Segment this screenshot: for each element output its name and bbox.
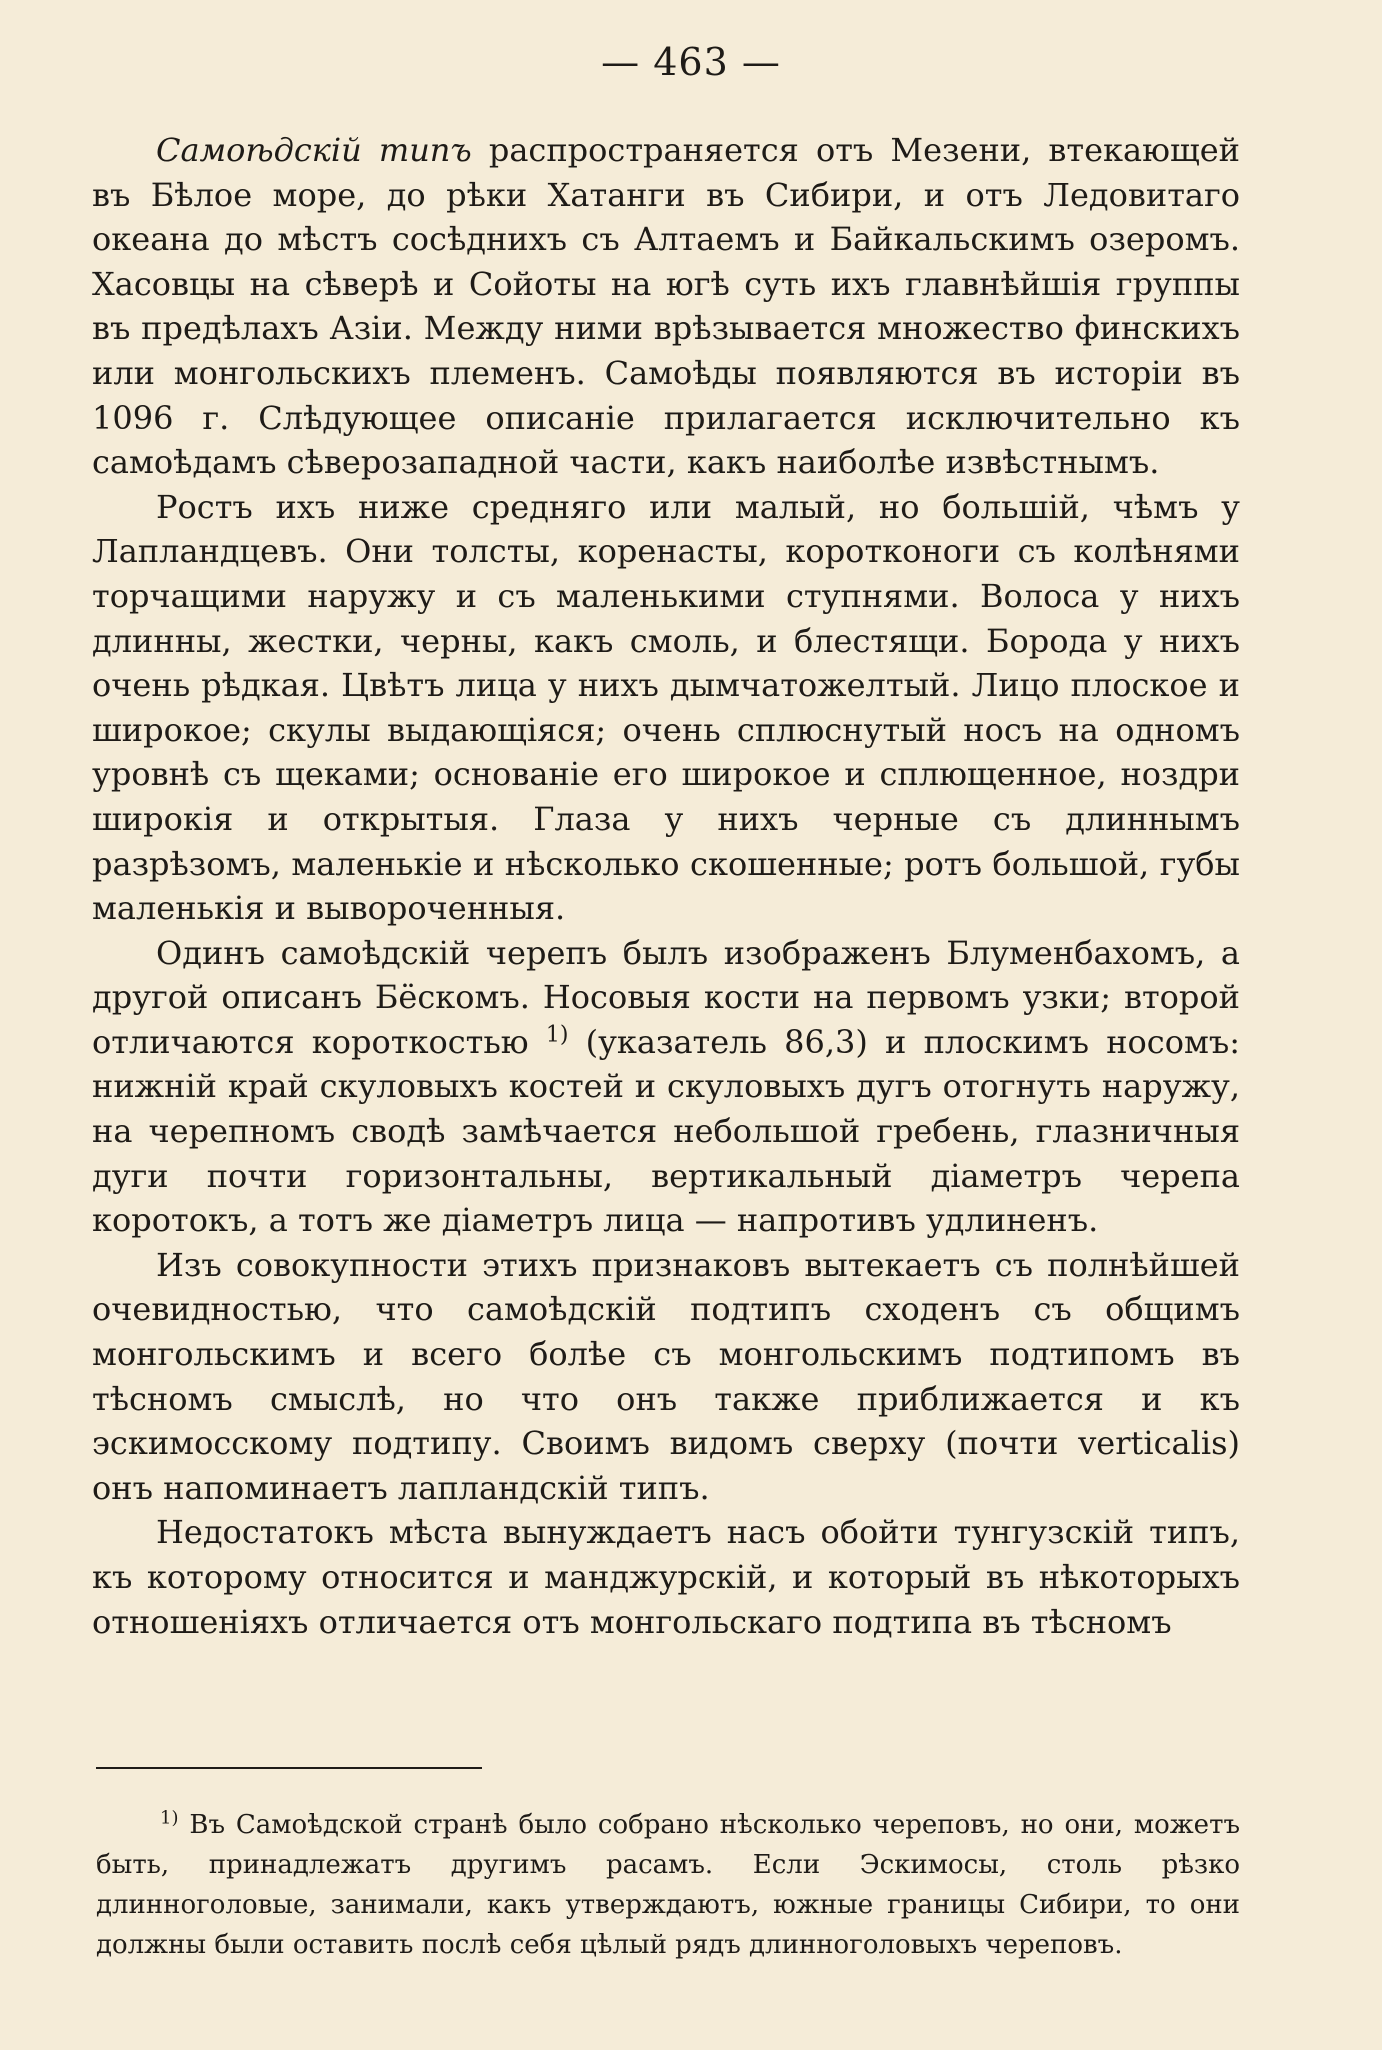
paragraph-4: Изъ совокупности этихъ признаковъ вытекаетъ съ полнѣйшей очевидностью, что самоѣдскій подтипъ сходенъ съ общимъ монгольскимъ и всего болѣе съ монгольскимъ подтипомъ въ тѣсномъ смыслѣ, но что онъ также приближается и къ эскимосскому подтипу. Своимъ видомъ сверху (почти verticalis) онъ напоминаетъ лапландскій типъ. — [92, 1245, 1240, 1507]
footnotes — [96, 1805, 1240, 1965]
paragraph-2: Ростъ ихъ ниже средняго или малый, но большій, чѣмъ у Лапландцевъ. Они толсты, коренасты, коротконоги съ колѣнями торчащими наружу и съ маленькими ступнями. Волоса у нихъ длинны, жестки, черны, какъ смоль, и блестящи. Борода у нихъ очень рѣдкая. Цвѣтъ лица у нихъ дымчатожелтый. Лицо плоское и широкое; скулы выдающіяся; очень сплюснутый носъ на одномъ уровнѣ съ щеками; основаніе его широкое и сплющенное, ноздри широкія и открытыя. Глаза у нихъ черные съ длиннымъ разрѣзомъ, маленькіе и нѣсколько скошенные; ротъ большой, губы маленькія и вывороченныя. — [92, 487, 1240, 928]
paragraph-3 — [92, 931, 1240, 1243]
paragraph-text: Одинъ самоѣдскій черепъ былъ изображенъ Блуменбахомъ, а другой описанъ Бёскомъ. Носовыя кости на первомъ узки; второй отличаются короткостью — [92, 933, 1240, 1061]
footnote-divider — [96, 1767, 482, 1769]
paragraph-1 — [92, 128, 1240, 485]
footnote-1 — [96, 1805, 1240, 1965]
footnote-text: Въ Самоѣдской странѣ было собрано нѣсколько череповъ, но они, можетъ быть, принадлежатъ другимъ расамъ. Если Эскимосы, столь рѣзко длинноголовые, занимали, какъ утверждаютъ, южные границы Сибири, то они должны были оставить послѣ себя цѣлый рядъ длинноголовыхъ череповъ. — [96, 1810, 1240, 1960]
main-text — [92, 128, 1240, 1644]
footnote-reference: 1) — [545, 1022, 569, 1048]
footnote-mark: 1) — [160, 1807, 179, 1829]
paragraph-5: Недостатокъ мѣста вынуждаетъ насъ обойти тунгузскій типъ, къ которому относится и манджурскій, и который въ нѣкоторыхъ отношеніяхъ отличается отъ монгольскаго подтипа въ тѣсномъ — [92, 1513, 1240, 1641]
paragraph-text: распространяется отъ Мезени, втекающей въ Бѣлое море, до рѣки Хатанги въ Сибири, и отъ Ледовитаго океана до мѣстъ сосѣднихъ съ Алтаемъ и Байкальскимъ озеромъ. Хасовцы на сѣверѣ и Сойоты на югѣ суть ихъ главнѣйшія группы въ предѣлахъ Азіи. Между ними врѣзывается множество финскихъ или монгольскихъ племенъ. Самоѣды появляются въ исторіи въ 1096 г. Слѣдующее описаніе прилагается исключительно къ самоѣдамъ сѣверозападной части, какъ наиболѣе извѣстнымъ. — [92, 131, 1241, 482]
page-number: — 463 — — [601, 40, 781, 84]
paragraph-text: (указатель 86,3) и плоскимъ носомъ: нижній край скуловыхъ костей и скуловыхъ дугъ отогнуть наружу, на черепномъ сводѣ замѣчается небольшой гребень, глазничныя дуги почти горизонтальны, вертикальный діаметръ черепа коротокъ, а тотъ же діаметръ лица — напротивъ удлиненъ. — [92, 1022, 1241, 1240]
paragraph-lead-italic: Самоѣдскій типъ — [156, 131, 472, 169]
